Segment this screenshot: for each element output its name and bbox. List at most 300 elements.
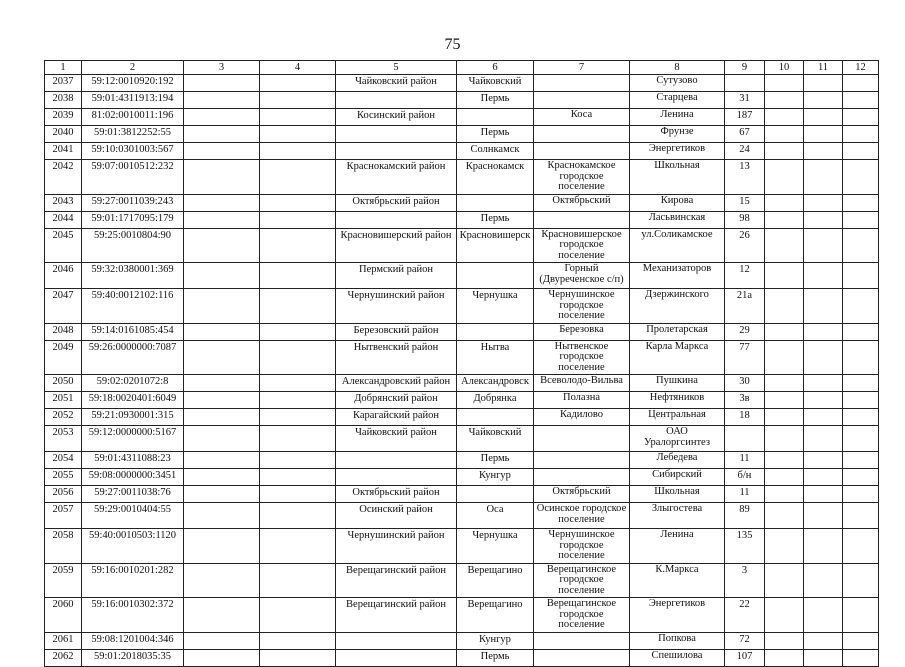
table-cell	[765, 452, 804, 469]
table-cell: 59:26:0000000:7087	[82, 340, 184, 375]
table-cell	[765, 143, 804, 160]
table-cell	[260, 211, 336, 228]
table-cell: 2038	[45, 92, 82, 109]
table-cell: Кадилово	[534, 409, 630, 426]
table-cell: 67	[725, 126, 765, 143]
table-cell	[804, 503, 843, 529]
column-header: 6	[457, 61, 534, 75]
table-cell	[765, 92, 804, 109]
table-cell	[184, 109, 260, 126]
table-cell: Октябрьский	[534, 486, 630, 503]
table-row	[45, 563, 879, 598]
table-cell: 2055	[45, 469, 82, 486]
table-cell: Энергетиков	[630, 143, 725, 160]
table-cell: Александровский район	[336, 375, 457, 392]
table-cell	[765, 598, 804, 633]
table-cell	[534, 126, 630, 143]
table-cell: Карагайский район	[336, 409, 457, 426]
table-cell: 89	[725, 503, 765, 529]
table-cell	[843, 92, 879, 109]
table-cell: Чернушинское городское поселение	[534, 289, 630, 324]
table-row	[45, 426, 879, 452]
table-cell	[804, 649, 843, 666]
table-cell	[457, 109, 534, 126]
table-cell	[260, 452, 336, 469]
table-cell	[260, 228, 336, 263]
table-cell: 59:27:0011039:243	[82, 194, 184, 211]
table-cell	[765, 211, 804, 228]
table-cell: 2051	[45, 392, 82, 409]
column-header: 1	[45, 61, 82, 75]
table-cell: 59:40:0010503:1120	[82, 529, 184, 564]
table-cell	[804, 469, 843, 486]
table-cell: 59:12:0010920:192	[82, 75, 184, 92]
table-cell: 59:25:0010804:90	[82, 228, 184, 263]
table-cell	[843, 323, 879, 340]
table-cell: Октябрьский район	[336, 486, 457, 503]
table-cell: Всеволодо-Вильва	[534, 375, 630, 392]
table-cell: Школьная	[630, 486, 725, 503]
table-cell	[725, 75, 765, 92]
table-cell: Красновишерский район	[336, 228, 457, 263]
table-cell	[765, 632, 804, 649]
table-cell: Полазна	[534, 392, 630, 409]
table-cell: Дзержинского	[630, 289, 725, 324]
table-cell: ОАО Уралоргсинтез	[630, 426, 725, 452]
table-cell	[336, 126, 457, 143]
column-header: 12	[843, 61, 879, 75]
table-cell	[843, 160, 879, 195]
table-cell: 59:01:2018035:35	[82, 649, 184, 666]
table-cell: 59:12:0000000:5167	[82, 426, 184, 452]
table-cell: Пермь	[457, 649, 534, 666]
table-cell: Красновишерск	[457, 228, 534, 263]
table-cell	[184, 75, 260, 92]
table-cell: Сутузово	[630, 75, 725, 92]
table-cell	[843, 486, 879, 503]
table-row	[45, 263, 879, 289]
table-cell: 59:07:0010512:232	[82, 160, 184, 195]
table-cell	[534, 469, 630, 486]
table-cell: 81:02:0010011:196	[82, 109, 184, 126]
table-cell: Центральная	[630, 409, 725, 426]
table-cell	[843, 289, 879, 324]
table-cell	[804, 563, 843, 598]
table-row	[45, 632, 879, 649]
table-cell: Краснокамск	[457, 160, 534, 195]
table-cell	[534, 211, 630, 228]
table-cell: 59:08:1201004:346	[82, 632, 184, 649]
table-cell: Октябрьский	[534, 194, 630, 211]
table-cell	[804, 263, 843, 289]
table-cell	[843, 143, 879, 160]
table-cell: Верещагинское городское поселение	[534, 563, 630, 598]
table-cell: Верещагинский район	[336, 563, 457, 598]
table-cell: 72	[725, 632, 765, 649]
table-cell: 15	[725, 194, 765, 211]
table-cell	[184, 409, 260, 426]
table-cell	[260, 649, 336, 666]
table-cell	[260, 486, 336, 503]
table-cell: 59:01:3812252:55	[82, 126, 184, 143]
table-cell: Коса	[534, 109, 630, 126]
table-cell: 26	[725, 228, 765, 263]
table-cell: Красновишерское городское поселение	[534, 228, 630, 263]
table-cell	[184, 469, 260, 486]
table-cell: 21а	[725, 289, 765, 324]
table-cell: 2053	[45, 426, 82, 452]
table-cell	[534, 143, 630, 160]
column-header: 10	[765, 61, 804, 75]
table-container	[44, 60, 879, 667]
table-body	[45, 75, 879, 667]
table-cell: Пермский район	[336, 263, 457, 289]
table-cell	[765, 649, 804, 666]
table-cell: 31	[725, 92, 765, 109]
table-cell: 2048	[45, 323, 82, 340]
table-cell	[184, 486, 260, 503]
table-cell	[336, 649, 457, 666]
table-cell: Верещагино	[457, 563, 534, 598]
table-cell: Чайковский район	[336, 426, 457, 452]
table-cell	[260, 392, 336, 409]
table-cell: 2047	[45, 289, 82, 324]
table-cell	[534, 452, 630, 469]
table-cell: Ленина	[630, 109, 725, 126]
table-cell: 2062	[45, 649, 82, 666]
table-cell: 3	[725, 563, 765, 598]
table-cell: 2037	[45, 75, 82, 92]
table-cell	[184, 289, 260, 324]
table-cell: 2039	[45, 109, 82, 126]
table-cell: Пермь	[457, 92, 534, 109]
table-row	[45, 126, 879, 143]
table-cell: Чернушинский район	[336, 529, 457, 564]
table-cell	[260, 160, 336, 195]
table-cell: Фрунзе	[630, 126, 725, 143]
column-header: 2	[82, 61, 184, 75]
table-cell	[765, 109, 804, 126]
table-cell	[336, 632, 457, 649]
table-cell	[843, 375, 879, 392]
table-cell: Попкова	[630, 632, 725, 649]
table-cell: Чернушинское городское поселение	[534, 529, 630, 564]
table-cell	[765, 323, 804, 340]
table-row	[45, 92, 879, 109]
table-row	[45, 452, 879, 469]
table-cell: 59:08:0000000:3451	[82, 469, 184, 486]
table-cell	[804, 75, 843, 92]
table-cell	[184, 452, 260, 469]
table-cell: Злыгостева	[630, 503, 725, 529]
table-cell: 2042	[45, 160, 82, 195]
table-cell: Нытвенский район	[336, 340, 457, 375]
table-cell	[184, 503, 260, 529]
table-row	[45, 469, 879, 486]
table-cell: 59:21:0930001:315	[82, 409, 184, 426]
table-cell	[184, 632, 260, 649]
table-row	[45, 649, 879, 666]
table-cell	[804, 160, 843, 195]
table-cell	[260, 323, 336, 340]
table-cell	[457, 486, 534, 503]
table-cell: 22	[725, 598, 765, 633]
table-cell	[260, 409, 336, 426]
table-cell: Старцева	[630, 92, 725, 109]
table-cell	[260, 194, 336, 211]
table-row	[45, 392, 879, 409]
table-cell	[765, 392, 804, 409]
table-cell	[260, 126, 336, 143]
table-row	[45, 409, 879, 426]
table-cell	[843, 452, 879, 469]
table-cell: Горный (Двуреченское с/п)	[534, 263, 630, 289]
table-cell	[765, 340, 804, 375]
table-row	[45, 486, 879, 503]
table-cell: Пушкина	[630, 375, 725, 392]
table-cell	[843, 263, 879, 289]
table-cell: Добрянка	[457, 392, 534, 409]
column-header: 3	[184, 61, 260, 75]
table-cell: Березовка	[534, 323, 630, 340]
table-cell	[260, 426, 336, 452]
table-row	[45, 228, 879, 263]
table-cell: 11	[725, 452, 765, 469]
table-cell	[184, 598, 260, 633]
table-cell	[804, 194, 843, 211]
table-cell	[765, 375, 804, 392]
table-cell	[804, 452, 843, 469]
table-cell: Добрянский район	[336, 392, 457, 409]
table-cell	[804, 228, 843, 263]
table-cell	[843, 632, 879, 649]
table-row	[45, 503, 879, 529]
table-cell	[804, 340, 843, 375]
table-cell: 2057	[45, 503, 82, 529]
table-cell: Осинское городское поселение	[534, 503, 630, 529]
table-cell: 2046	[45, 263, 82, 289]
table-cell: 2052	[45, 409, 82, 426]
table-cell	[843, 426, 879, 452]
table-cell	[260, 263, 336, 289]
table-cell	[184, 160, 260, 195]
table-cell	[804, 211, 843, 228]
table-cell: Краснокамское городское поселение	[534, 160, 630, 195]
column-header: 5	[336, 61, 457, 75]
table-cell: 59:14:0161085:454	[82, 323, 184, 340]
table-cell	[260, 143, 336, 160]
table-cell	[457, 323, 534, 340]
table-cell: 59:01:4311088:23	[82, 452, 184, 469]
table-cell: 59:40:0012102:116	[82, 289, 184, 324]
table-cell	[184, 529, 260, 564]
table-cell	[457, 409, 534, 426]
table-cell: 77	[725, 340, 765, 375]
table-cell	[260, 598, 336, 633]
table-cell: 59:32:0380001:369	[82, 263, 184, 289]
table-cell	[765, 486, 804, 503]
table-row	[45, 340, 879, 375]
table-cell: 2043	[45, 194, 82, 211]
table-cell: 98	[725, 211, 765, 228]
table-cell	[804, 486, 843, 503]
table-cell	[765, 75, 804, 92]
table-cell	[184, 143, 260, 160]
table-cell	[260, 92, 336, 109]
table-cell: 2058	[45, 529, 82, 564]
table-cell	[804, 426, 843, 452]
table-cell: 2049	[45, 340, 82, 375]
table-cell: Карла Маркса	[630, 340, 725, 375]
table-cell	[457, 194, 534, 211]
table-cell	[260, 340, 336, 375]
table-cell	[843, 469, 879, 486]
table-cell	[804, 375, 843, 392]
table-cell: 30	[725, 375, 765, 392]
table-cell	[260, 503, 336, 529]
table-cell	[765, 289, 804, 324]
table-cell: Сибирский	[630, 469, 725, 486]
table-cell: Косинский район	[336, 109, 457, 126]
table-cell: 59:18:0020401:6049	[82, 392, 184, 409]
table-cell: Кирова	[630, 194, 725, 211]
table-cell	[184, 426, 260, 452]
table-cell: Березовский район	[336, 323, 457, 340]
table-cell: Чернушка	[457, 529, 534, 564]
table-cell: ул.Соликамское	[630, 228, 725, 263]
table-cell: Верещагинское городское поселение	[534, 598, 630, 633]
table-cell: 2059	[45, 563, 82, 598]
table-cell: К.Маркса	[630, 563, 725, 598]
table-cell	[843, 211, 879, 228]
table-cell	[843, 529, 879, 564]
table-cell: 107	[725, 649, 765, 666]
table-cell: 59:01:4311913:194	[82, 92, 184, 109]
table-cell: Школьная	[630, 160, 725, 195]
table-cell	[260, 109, 336, 126]
table-cell	[260, 375, 336, 392]
table-cell: Осинский район	[336, 503, 457, 529]
table-cell: 2050	[45, 375, 82, 392]
table-cell: Солнкамск	[457, 143, 534, 160]
table-row	[45, 75, 879, 92]
table-cell: 2060	[45, 598, 82, 633]
table-cell	[765, 409, 804, 426]
table-cell: 2056	[45, 486, 82, 503]
table-cell	[804, 126, 843, 143]
column-header: 4	[260, 61, 336, 75]
table-row	[45, 194, 879, 211]
table-cell: 2040	[45, 126, 82, 143]
table-cell	[457, 263, 534, 289]
table-cell	[843, 75, 879, 92]
table-cell	[260, 469, 336, 486]
table-cell: 59:10:0301003:567	[82, 143, 184, 160]
table-cell: 13	[725, 160, 765, 195]
table-row	[45, 211, 879, 228]
table-cell	[184, 92, 260, 109]
table-cell: Александровск	[457, 375, 534, 392]
table-cell	[804, 92, 843, 109]
table-cell	[765, 563, 804, 598]
table-cell	[725, 426, 765, 452]
table-cell: 2041	[45, 143, 82, 160]
table-cell: 59:27:0011038:76	[82, 486, 184, 503]
table-cell: Пермь	[457, 126, 534, 143]
table-cell	[184, 263, 260, 289]
table-cell: Кунгур	[457, 469, 534, 486]
table-cell: 3в	[725, 392, 765, 409]
table-cell: 59:16:0010302:372	[82, 598, 184, 633]
table-cell	[765, 194, 804, 211]
table-row	[45, 598, 879, 633]
table-cell: Октябрьский район	[336, 194, 457, 211]
table-cell	[534, 426, 630, 452]
registry-table	[44, 60, 879, 667]
table-cell: 29	[725, 323, 765, 340]
table-cell: Пролетарская	[630, 323, 725, 340]
table-cell	[765, 426, 804, 452]
table-cell: 59:29:0010404:55	[82, 503, 184, 529]
table-cell	[843, 194, 879, 211]
table-cell	[843, 126, 879, 143]
table-cell	[534, 92, 630, 109]
table-cell	[804, 143, 843, 160]
table-cell: 24	[725, 143, 765, 160]
table-cell	[765, 126, 804, 143]
table-cell	[336, 143, 457, 160]
table-cell: 187	[725, 109, 765, 126]
table-cell	[804, 392, 843, 409]
table-cell	[336, 452, 457, 469]
table-cell: Оса	[457, 503, 534, 529]
table-row	[45, 375, 879, 392]
table-cell: Чайковский	[457, 426, 534, 452]
table-cell: 2061	[45, 632, 82, 649]
table-cell: 59:01:1717095:179	[82, 211, 184, 228]
table-cell	[843, 109, 879, 126]
table-cell	[843, 598, 879, 633]
table-cell: Чайковский	[457, 75, 534, 92]
table-row	[45, 160, 879, 195]
table-cell	[534, 75, 630, 92]
table-row	[45, 323, 879, 340]
table-cell	[843, 649, 879, 666]
table-cell: 59:02:0201072:8	[82, 375, 184, 392]
table-cell: 2044	[45, 211, 82, 228]
table-cell	[804, 632, 843, 649]
table-cell	[260, 563, 336, 598]
table-cell: Чайковский район	[336, 75, 457, 92]
table-cell: б/н	[725, 469, 765, 486]
table-cell	[765, 228, 804, 263]
table-cell	[843, 563, 879, 598]
table-cell	[804, 289, 843, 324]
table-cell	[534, 632, 630, 649]
table-cell	[184, 323, 260, 340]
table-cell: Механизаторов	[630, 263, 725, 289]
table-cell	[184, 375, 260, 392]
table-cell: Лебедева	[630, 452, 725, 469]
table-cell	[184, 228, 260, 263]
table-cell	[843, 503, 879, 529]
table-cell	[765, 529, 804, 564]
table-cell	[336, 469, 457, 486]
table-cell	[765, 263, 804, 289]
table-cell: 18	[725, 409, 765, 426]
column-header: 7	[534, 61, 630, 75]
table-cell: Чернушинский район	[336, 289, 457, 324]
